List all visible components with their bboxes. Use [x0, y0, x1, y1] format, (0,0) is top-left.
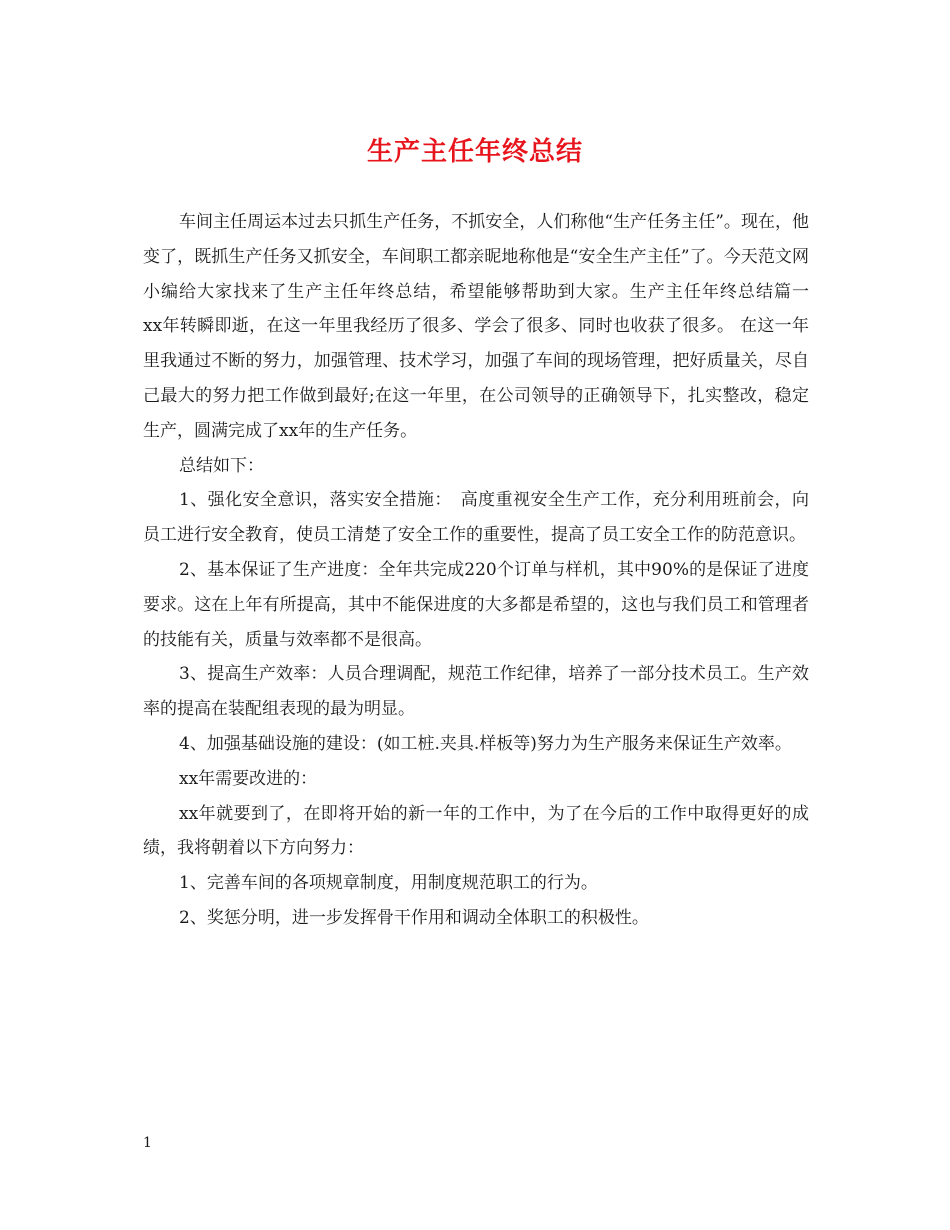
- paragraph-intro: 车间主任周运本过去只抓生产任务，不抓安全，人们称他“生产任务主任”。现在，他变了，既抓生产任务又抓安全，车间职工都亲昵地称他是“安全生产主任”了。今天范文网小编给大家找来了生产主任年终总结，希望能够帮助到大家。生产主任年终总结篇一 xx年转瞬即逝，在这一年里我经历了很多、学会了很多、同时也收获了很多。 在这一年里我通过不断的努力，加强管理、技术学习，加强了车间的现场管理，把好质量关，尽自己最大的努力把工作做到最好;在这一年里，在公司领导的正确领导下，扎实整改，稳定生产，圆满完成了xx年的生产任务。: [143, 212, 843, 441]
- paragraph-improvement-heading: xx年需要改进的：: [179, 768, 318, 789]
- paragraph-item-2: 2、基本保证了生产进度：全年共完成220个订单与样机，其中90%的是保证了进度要求。这在上年有所提高，其中不能保进度的大多都是希望的，这也与我们员工和管理者的技能有关，质量与效率都不是很高。: [143, 559, 809, 650]
- document-body: [143, 205, 843, 936]
- paragraph-summary-heading: 总结如下：: [179, 455, 264, 476]
- paragraph-item-4: 4、加强基础设施的建设：(如工桩.夹具.样板等)努力为生产服务来保证生产效率。: [179, 733, 792, 754]
- paragraph-plan-1: 1、完善车间的各项规章制度，用制度规范职工的行为。: [179, 873, 598, 894]
- paragraph-plan-2: 2、奖惩分明，进一步发挥骨干作用和调动全体职工的积极性。: [179, 907, 649, 928]
- page-number: 1: [143, 1135, 152, 1151]
- paragraph-item-3: 3、提高生产效率：人员合理调配，规范工作纪律，培养了一部分技术员工。生产效率的提高在装配组表现的最为明显。: [143, 664, 809, 720]
- paragraph-next-year: xx年就要到了，在即将开始的新一年的工作中，为了在今后的工作中取得更好的成绩，我将朝着以下方向努力：: [143, 803, 809, 859]
- paragraph-item-1: 1、强化安全意识，落实安全措施： 高度重视安全生产工作，充分利用班前会，向员工进行安全教育，使员工清楚了安全工作的重要性，提高了员工安全工作的防范意识。: [143, 490, 809, 546]
- document-title: 生产主任年终总结: [366, 137, 583, 167]
